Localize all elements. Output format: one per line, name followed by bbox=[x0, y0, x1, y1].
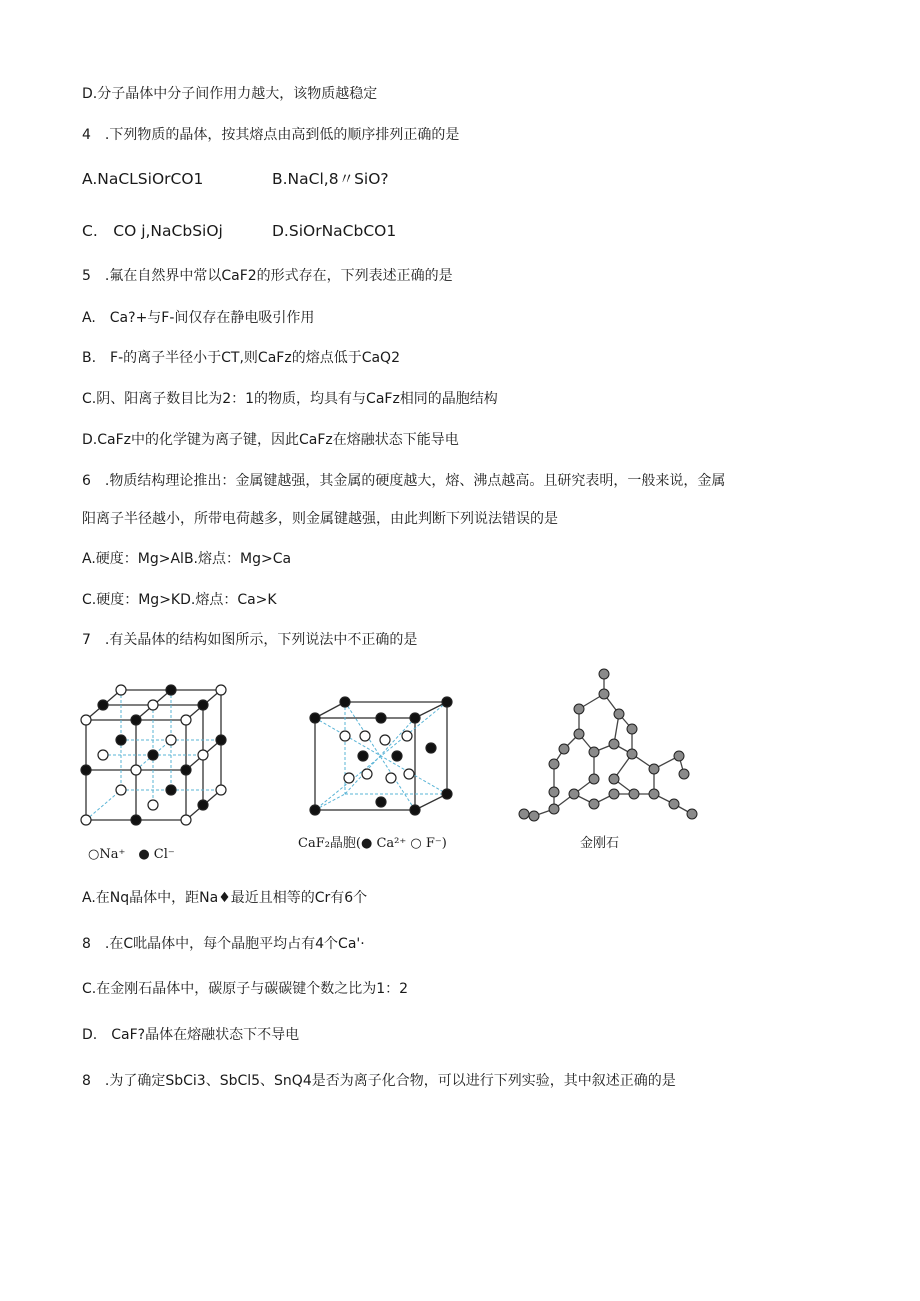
q5-option-a: A. Ca?+与F-间仅存在静电吸引作用 bbox=[82, 310, 315, 326]
q4-option-d: D.SiOrNaCbCO1 bbox=[272, 222, 397, 240]
q4-option-c: C. CO j,NaCbSiOj bbox=[82, 222, 223, 240]
question-7: 7 .有关晶体的结构如图所示，下列说法中不正确的是 bbox=[82, 632, 418, 648]
q6-options-ab: A.硬度：Mg>AlB.熔点：Mg>Ca bbox=[82, 551, 292, 567]
q5-option-b: B. F-的离子半径小于CT,则CaFz的熔点低于CaQ2 bbox=[82, 350, 400, 366]
q4-option-a: A.NaCLSiOrCO1 bbox=[82, 170, 204, 188]
nacl-legend: ○Na⁺ ● Cl⁻ bbox=[88, 847, 175, 862]
diamond-structure-figure bbox=[514, 664, 704, 824]
q7-option-d: D. CaF?晶体在熔融状态下不导电 bbox=[82, 1027, 300, 1043]
question-6-line-2: 阳离子半径越小，所带电荷越多，则金属键越强，由此判断下列说法错误的是 bbox=[82, 511, 558, 527]
q6-options-cd: C.硬度：Mg>KD.熔点：Ca>K bbox=[82, 592, 277, 608]
q3-option-d: D.分子晶体中分子间作用力越大，该物质越稳定 bbox=[82, 86, 378, 102]
question-5: 5 .氟在自然界中常以CaF2的形式存在，下列表述正确的是 bbox=[82, 268, 453, 284]
q7-option-a: A.在Nq晶体中，距Na♦最近且相等的Cr有6个 bbox=[82, 890, 368, 906]
q4-option-b: B.NaCl,8〃SiO? bbox=[272, 170, 389, 188]
caf2-unit-cell-figure bbox=[305, 696, 465, 826]
q5-option-c: C.阴、阳离子数目比为2：1的物质，均具有与CaFz相同的晶胞结构 bbox=[82, 391, 498, 407]
question-6-line-1: 6 .物质结构理论推出：金属键越强，其金属的硬度越大，熔、沸点越高。且研究表明，一般来说，金属 bbox=[82, 473, 726, 489]
question-8: 8 .为了确定SbCi3、SbCl5、SnQ4是否为离子化合物，可以进行下列实验，其中叙述正确的是 bbox=[82, 1073, 676, 1089]
q5-option-d: D.CaFz中的化学键为离子键，因此CaFz在熔融状态下能导电 bbox=[82, 432, 459, 448]
q7-option-b: 8 .在C吡晶体中，每个晶胞平均占有4个Ca'· bbox=[82, 936, 365, 952]
diamond-caption: 金刚石 bbox=[580, 836, 620, 851]
q7-option-c: C.在金刚石晶体中，碳原子与碳碳键个数之比为1：2 bbox=[82, 981, 409, 997]
nacl-crystal-figure bbox=[76, 680, 246, 830]
caf2-caption: CaF₂晶胞(● Ca²⁺ ○ F⁻) bbox=[298, 836, 447, 851]
question-4: 4 .下列物质的晶体，按其熔点由高到低的顺序排列正确的是 bbox=[82, 127, 460, 143]
